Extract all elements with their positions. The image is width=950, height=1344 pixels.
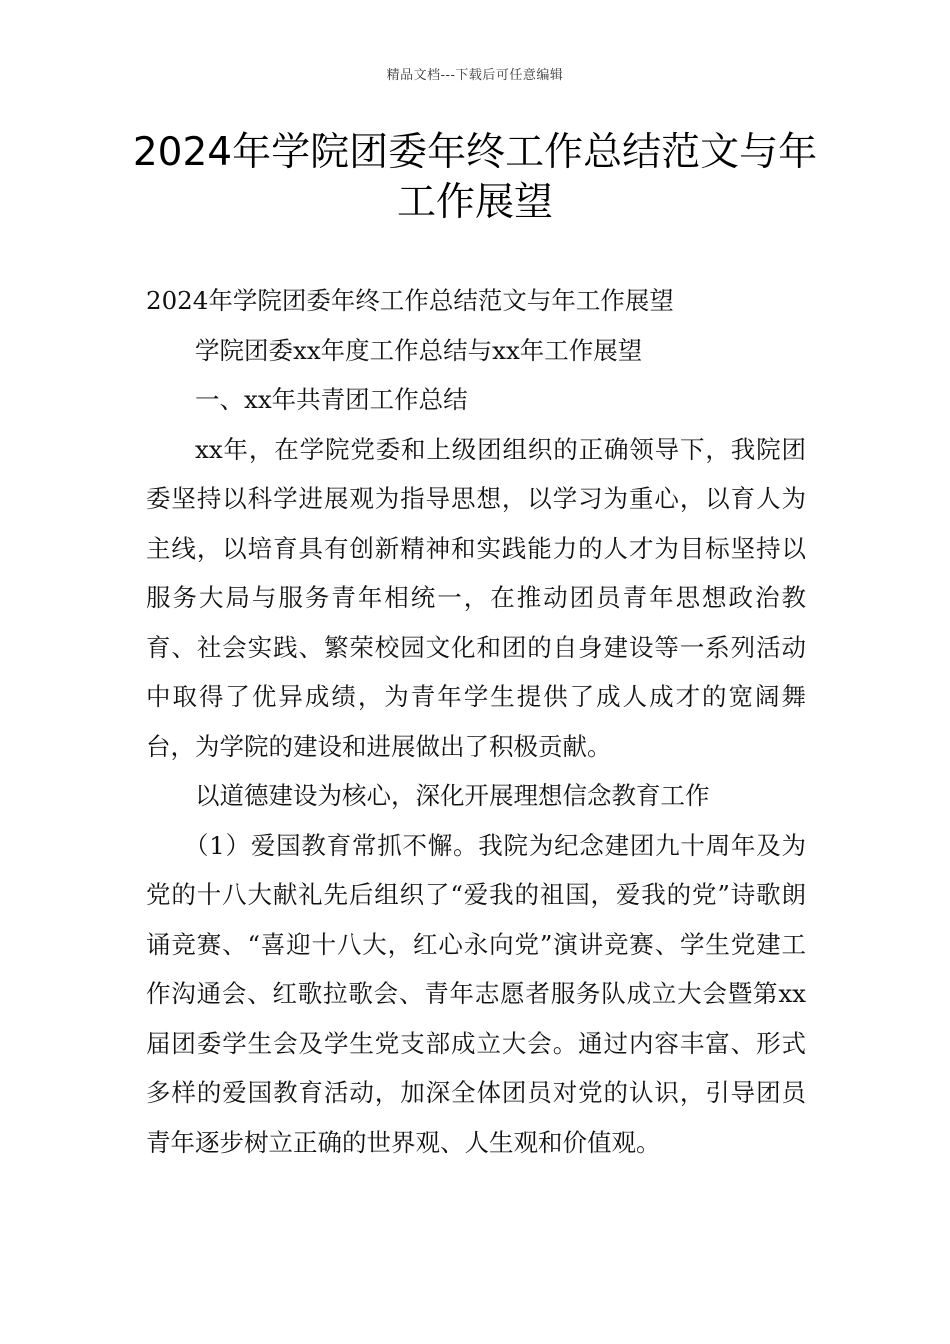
document-title bbox=[100, 128, 850, 228]
body-paragraph: （1）爱国教育常抓不懈。我院为纪念建团九十周年及为党的十八大献礼先后组织了“爱我的祖国，爱我的党”诗歌朗诵竞赛、“喜迎十八大，红心永向党”演讲竞赛、学生党建工作沟通会、红歌拉歌会、青年志愿者服务队成立大会暨第xx届团委学生会及学生党支部成立大会。通过内容丰富、形式多样的爱国教育活动，加深全体团员对党的认识，引导团员青年逐步树立正确的世界观、人生观和价值观。 bbox=[146, 830, 806, 1157]
header-note: 精品文档---下载后可任意编辑 bbox=[386, 68, 564, 83]
body-paragraph: xx年，在学院党委和上级团组织的正确领导下，我院团委坚持以科学进展观为指导思想，以学习为重心，以育人为主线，以培育具有创新精神和实践能力的人才为目标坚持以服务大局与服务青年相统一，在推动团员青年思想政治教育、社会实践、繁荣校园文化和团的自身建设等一系列活动中取得了优异成绩，为青年学生提供了成人成才的宽阔舞台，为学院的建设和进展做出了积极贡献。 bbox=[146, 434, 806, 761]
title-line-1: 2024年学院团委年终工作总结范文与年 bbox=[132, 130, 818, 175]
subtitle-paragraph: 2024年学院团委年终工作总结范文与年工作展望 bbox=[146, 286, 674, 315]
subsection-heading: 以道德建设为核心，深化开展理想信念教育工作 bbox=[195, 781, 710, 810]
title-line-2: 工作展望 bbox=[396, 180, 553, 225]
document-body bbox=[146, 276, 806, 1167]
section-heading: 学院团委xx年度工作总结与xx年工作展望 bbox=[195, 335, 643, 365]
section-heading-1: 一、xx年共青团工作总结 bbox=[195, 385, 468, 414]
